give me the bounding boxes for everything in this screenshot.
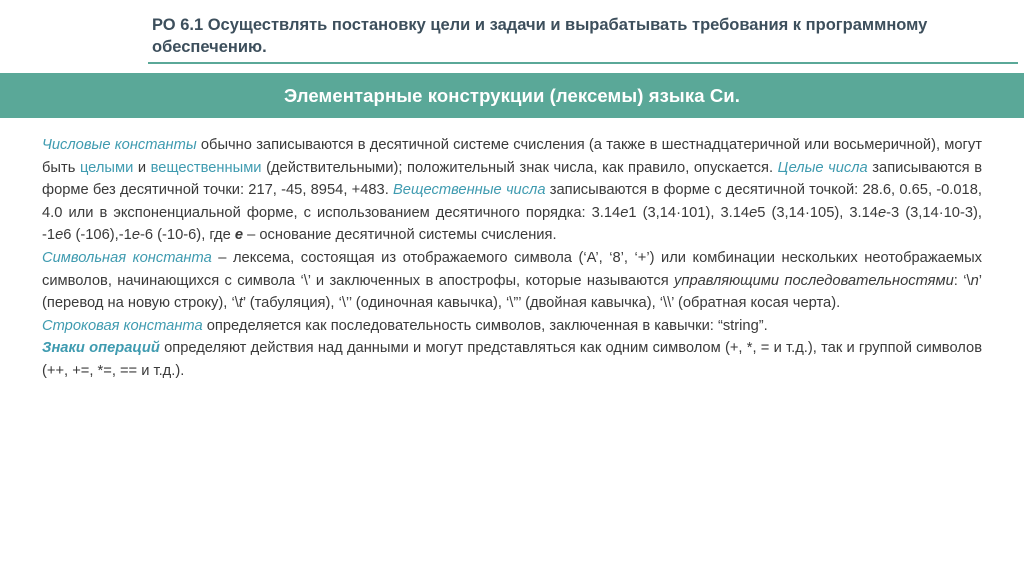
text: ’ (перевод на новую строку), ‘\	[42, 272, 983, 312]
term-integers: целыми	[79, 159, 134, 176]
exponent-e: e	[749, 204, 758, 221]
header-divider	[148, 62, 1018, 64]
banner-title: Элементарные конструкции (лексемы) языка Си.	[284, 84, 740, 106]
escape-n: n	[970, 272, 979, 289]
paragraph-numeric-constants	[42, 134, 982, 247]
exponent-e: e	[620, 204, 629, 221]
exponent-e: e	[55, 227, 64, 244]
exponent-e: e	[131, 227, 140, 244]
term-numeric-constants: Числовые константы	[42, 137, 197, 153]
text: – лексема, состоящая из отображаемого символа (‘A’, ‘8’, ‘+’) или комбинации нескольких неотображаемых символов, начинающихся с символа ‘\’ и заключенных в апострофы, которые называются	[42, 249, 983, 289]
text: и	[133, 159, 151, 176]
text: -3 (3,14·10-3), -1	[42, 204, 982, 244]
text: обычно записываются в десятичной системе счисления (а также в шестнадцатеричной или восьмеричной), могут быть	[42, 137, 982, 176]
text: 1 (3,14·101), 3.14	[628, 204, 750, 221]
text: (действительными); положительный знак числа, как правило, опускается.	[261, 159, 778, 176]
section-banner	[0, 73, 1024, 118]
exponent-e: e	[877, 204, 887, 221]
paragraph-char-constant	[42, 247, 982, 315]
text: определяют действия над данными и могут представляться как одним символом (+, *, = и т.д.), так и группой символов (++, +=, *=, == и т.д.).	[42, 340, 982, 379]
text: 5 (3,14·105), 3.14	[757, 204, 878, 221]
term-char-constant: Символьная константа	[42, 249, 212, 266]
term-escape-sequences: управляющими последовательностями	[674, 272, 954, 289]
term-reals: вещественными	[150, 159, 262, 176]
text: – основание десятичной системы счисления.	[243, 227, 557, 244]
exponent-e-bold: e	[234, 227, 244, 244]
text: -6 (-10-6), где	[139, 227, 235, 244]
text: : ‘\	[953, 272, 971, 289]
term-integer-numbers: Целые числа	[777, 159, 868, 176]
text: определяется как последовательность символов, заключенная в кавычки: “string”.	[202, 317, 768, 334]
escape-t: t	[238, 295, 243, 312]
term-string-constant: Строковая константа	[42, 317, 203, 334]
slide-body	[42, 134, 982, 383]
paragraph-operators	[42, 337, 982, 382]
text: 6 (-106),-1	[63, 227, 132, 244]
text: ’ (табуляция), ‘\’’ (одиночная кавычка), ‘\”’ (двойная кавычка), ‘\\’ (обратная косая черта).	[242, 295, 841, 312]
paragraph-string-constant	[42, 315, 982, 338]
term-operators: Знаки операций	[42, 340, 160, 357]
slide-header-title: РО 6.1 Осуществлять постановку цели и задачи и вырабатывать требования к программному обеспечению.	[152, 16, 928, 56]
term-real-numbers: Вещественные числа	[393, 182, 546, 199]
text: записываются в форме без десятичной точки: 217, -45, 8954, +483.	[42, 159, 982, 199]
text: записываются в форме с десятичной точкой: 28.6, 0.65, -0.018, 4.0 или в экспоненциальной форме, с использованием десятичного порядка: 3.14	[42, 182, 982, 221]
